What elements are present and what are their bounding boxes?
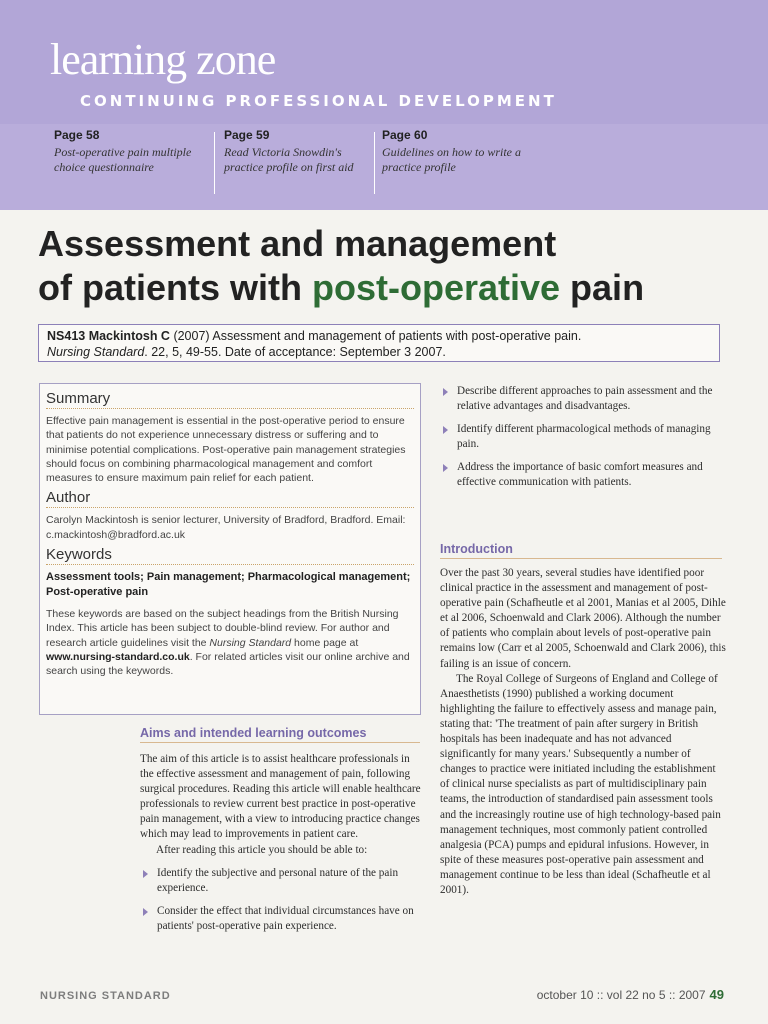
section-subtitle: CONTINUING PROFESSIONAL DEVELOPMENT	[80, 92, 557, 110]
keywords-note-text: . For related articles visit our online archive and search using the keywords.	[46, 650, 410, 678]
summary-box	[39, 383, 421, 715]
arrow-bullet-icon	[143, 870, 148, 878]
keywords-heading: Keywords	[46, 546, 414, 565]
outcomes-list	[140, 866, 425, 934]
learning-zone-header	[0, 0, 768, 210]
list-item-text: Identify the subjective and personal nature of the pain experience.	[157, 866, 399, 894]
footer-issue	[537, 987, 724, 1002]
list-item-text: Consider the effect that individual circumstances have on patients' post-operative pain experience.	[157, 904, 414, 932]
title-line-2-prefix: of patients with	[38, 267, 312, 308]
citation-box	[38, 324, 720, 362]
keywords-note-text: home page at	[291, 636, 359, 649]
brand-title: learning zone	[50, 35, 276, 84]
page-description: Read Victoria Snowdin's practice profile on first aid	[224, 145, 354, 174]
introduction-heading: Introduction	[440, 542, 722, 559]
title-line-2	[38, 266, 738, 310]
title-line-2-suffix: pain	[560, 267, 645, 308]
author-text: Carolyn Mackintosh is senior lecturer, University of Bradford, Bradford. Email: c.mackintosh@bradford.ac.uk	[46, 514, 406, 541]
aims-heading: Aims and intended learning outcomes	[140, 726, 420, 743]
keywords-list: Assessment tools; Pain management; Pharmacological management; Post-operative pain	[46, 571, 411, 599]
footer-date: october 10 :: vol 22 no 5 :: 2007	[536, 988, 706, 1002]
arrow-bullet-icon	[143, 908, 148, 916]
list-item	[140, 866, 425, 896]
arrow-bullet-icon	[443, 388, 448, 396]
list-item	[440, 384, 726, 414]
list-item	[440, 460, 726, 490]
outcomes-list	[440, 384, 726, 491]
citation-code: NS413 Mackintosh C	[47, 329, 170, 343]
page-guide	[40, 128, 740, 208]
article-title	[38, 222, 738, 310]
page-number: Page 58	[54, 128, 100, 142]
author-heading: Author	[46, 489, 414, 508]
column-divider	[374, 132, 375, 194]
introduction-paragraph: Over the past 30 years, several studies have identified poor clinical practice in the assessment and management of post-operative pain (Schafheutle et al 2001, Manias et al 2005, Dihle et al 2006, Schoenwald and Clark 2006). Although the number of patients who complain about levels of post-operative pain remains low (Carr et al 2005, Schoenwald and Clark 2006), this failing is an issue of concern.	[440, 567, 726, 670]
introduction-paragraph: The Royal College of Surgeons of England and College of Anaesthetists (1990) published a working document highlighting the failure to effectively assess and manage pain, stating that: 'The treatment of pain after surgery in British hospitals has been inadequate and has not advanced significantly for many years.' Subsequently a number of changes to practice were initiated including the establishment of clinical nurse specialists as part of multidisciplinary pain teams, the introduction of standardised pain assessment tools and the increasingly routine use of high technology-based pain management techniques, most commonly patient controlled analgesia (PCA) pumps and epidural infusions. However, in spite of these measures post-operative pain assessment and management continue to be less than ideal (Schafheutle et al 2001).	[440, 672, 721, 896]
aims-paragraph: The aim of this article is to assist healthcare professionals in the effective assessment and management of pain, following surgical procedures. Reading this article will enable healthcare professionals to review current best practice in post-operative pain management, with a view to introducing practice changes which may lead to improvements in patient care.	[140, 753, 421, 841]
page-number: Page 60	[382, 128, 428, 142]
page-description: Post-operative pain multiple choice questionnaire	[54, 145, 192, 174]
list-item	[140, 904, 425, 934]
outcomes-list-continued	[440, 380, 726, 499]
page-description: Guidelines on how to write a practice profile	[382, 145, 521, 174]
summary-text: Effective pain management is essential in the post-operative period to ensure that patients do not experience unnecessary distress or suffering and to minimise potential complications. Post-operative pain management strategies should focus on combining pharmacological management and comfort measures to ensure maximum pain relief for each patient.	[46, 415, 406, 485]
title-line-1: Assessment and management	[38, 223, 557, 264]
list-item-text: Describe different approaches to pain assessment and the relative advantages and disadvantages.	[457, 385, 713, 413]
keywords-note-text: These keywords are based on the subject headings from the British Nursing Index. This article has been subject to double-blind review. For author and research article guidelines visit the	[46, 608, 399, 649]
footer-publication: NURSING STANDARD	[40, 990, 171, 1002]
citation-details: . 22, 5, 49-55. Date of acceptance: September 3 2007.	[144, 345, 446, 359]
introduction-section	[440, 566, 726, 898]
website-link[interactable]: www.nursing-standard.co.uk	[46, 650, 190, 663]
citation-journal: Nursing Standard	[47, 345, 145, 359]
arrow-bullet-icon	[443, 426, 448, 434]
summary-heading: Summary	[46, 390, 414, 409]
list-item-text: Address the importance of basic comfort measures and effective communication with patients.	[457, 461, 703, 489]
aims-lead-in: After reading this article you should be able to:	[156, 843, 368, 856]
aims-section	[140, 752, 425, 942]
page-guide-item[interactable]	[224, 128, 374, 200]
list-item-text: Identify different pharmacological methods of managing pain.	[457, 423, 711, 451]
citation-text: (2007) Assessment and management of patients with post-operative pain.	[169, 329, 582, 343]
arrow-bullet-icon	[443, 464, 448, 472]
page-guide-item[interactable]	[54, 128, 204, 200]
header-banner	[0, 0, 768, 124]
column-divider	[214, 132, 215, 194]
page-guide-item[interactable]	[382, 128, 542, 200]
title-highlight: post-operative	[312, 267, 561, 308]
journal-name: Nursing Standard	[209, 636, 292, 649]
keywords-note	[46, 607, 414, 678]
page-number: Page 59	[224, 128, 270, 142]
page-number: 49	[709, 987, 724, 1002]
list-item	[440, 422, 726, 452]
